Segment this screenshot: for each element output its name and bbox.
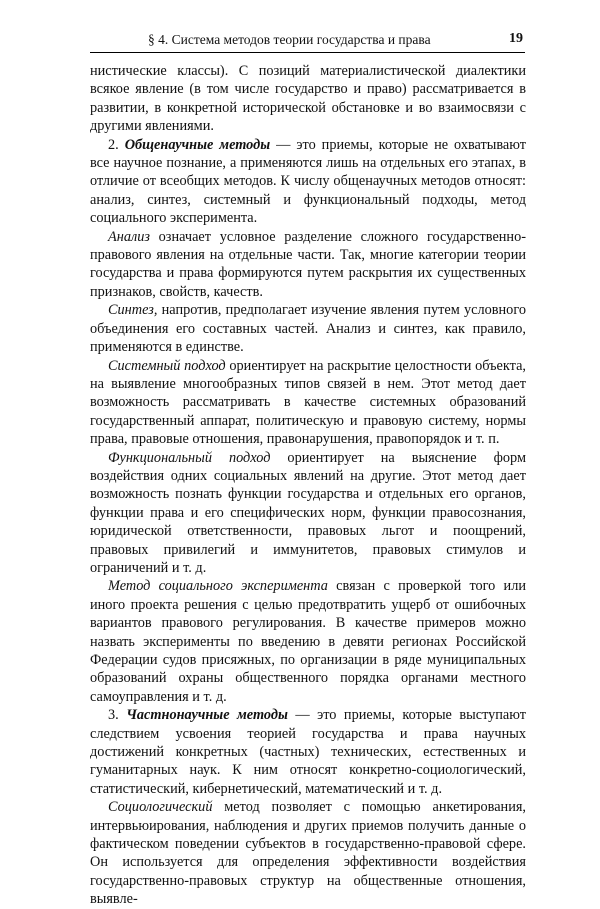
- term-heading: Синтез,: [108, 302, 158, 319]
- running-title: § 4. Система методов теории государства и права: [148, 32, 431, 47]
- paragraph-specific-scientific-methods: [90, 706, 526, 798]
- paragraph-continuation: [90, 62, 526, 136]
- paragraph-text: ориентирует на выяснение форм воздействия одних социальных явлений на другие. Этот метод дает возможность познать функции государства и отдельных его органов, функции права и его специфических норм, функции правосознания, юридической ответственности, правовых льгот и поощрений, правовых привилегий и иммунитетов, правовых стимулов и ограничений и т. д.: [90, 449, 526, 576]
- term-heading: Социологический: [108, 799, 213, 816]
- paragraph-text: напротив, предполагает изучение явления путем условного объединения его составных частей. Анализ и синтез, как правило, применяются в единстве.: [90, 302, 526, 356]
- paragraph-text: ориентирует на раскрытие целостности объекта, на выявление многообразных типов связей в нем. Этот метод дает возможность рассматривать в качестве системных образований государственный аппарат, политическую и правовую систему, нормы права, правовые отношения, правонарушения, правопорядок и т. п.: [90, 357, 526, 448]
- paragraph-social-experiment: [90, 577, 526, 706]
- paragraph-functional-approach: [90, 449, 526, 578]
- term-heading: Системный подход: [108, 357, 226, 374]
- page-body: [90, 62, 526, 909]
- paragraph-number: 3.: [108, 707, 127, 724]
- paragraph-number: 2.: [108, 136, 125, 153]
- paragraph-text: нистические классы). С позиций материалистической диалектики всякое явление (в том числе государство и право) рассматривается в развитии, в конкретной исторической обстановке и во взаимосвязи с другими явлениями.: [90, 63, 526, 135]
- paragraph-text: связан с проверкой того или иного проекта решения с целью предотвратить ущерб от ошибочных вариантов правового регулирования. В качестве примеров можно назвать эксперименты по введению в девяти регионах Российской Федерации судов присяжных, по организации в ряде муниципальных образований охраны общественного порядка органами местного самоуправления и т. д.: [90, 578, 526, 705]
- paragraph-synthesis: [90, 301, 526, 356]
- paragraph-text: означает условное разделение сложного государственно-правового явления на отдельные части. Так, многие категории теории государства и права формируются путем раскрытия их существенных признаков, свойств, качеств.: [90, 228, 526, 300]
- term-heading: Функциональный подход: [108, 449, 271, 466]
- paragraph-text: метод позволяет с помощью анкетирования, интервьюирования, наблюдения и других приемов получить данные о фактическом поведении субъектов в государственно-правовой сфере. Он используется для определения эффективности воздействия государственно-правовых структур на общественные отношения, выявле-: [90, 799, 526, 908]
- paragraph-analysis: [90, 228, 526, 302]
- page-number: 19: [509, 31, 523, 46]
- paragraph-systems-approach: [90, 357, 526, 449]
- paragraph-text: — это приемы, которые не охватывают все научное познание, а применяются лишь на отдельных его этапах, в отличие от всеобщих методов. К числу общенаучных методов относят: анализ, синтез, системный и функциональный подходы, метод социального эксперимента.: [90, 136, 527, 227]
- term-heading: Метод социального эксперимента: [108, 578, 328, 595]
- paragraph-text: — это приемы, которые выступают следствием усвоения теорией государства и права научных достижений конкретных (частных) технических, естественных и гуманитарных наук. К ним относят конкретно-социологический, статистический, кибернетический, математический и т. д.: [90, 707, 527, 797]
- term-heading: Частнонаучные методы: [126, 707, 288, 724]
- term-heading: Общенаучные методы: [124, 136, 271, 153]
- paragraph-general-scientific-methods: [90, 136, 526, 228]
- running-header: [90, 30, 525, 53]
- term-heading: Анализ: [108, 228, 150, 245]
- paragraph-sociological-method: [90, 798, 526, 908]
